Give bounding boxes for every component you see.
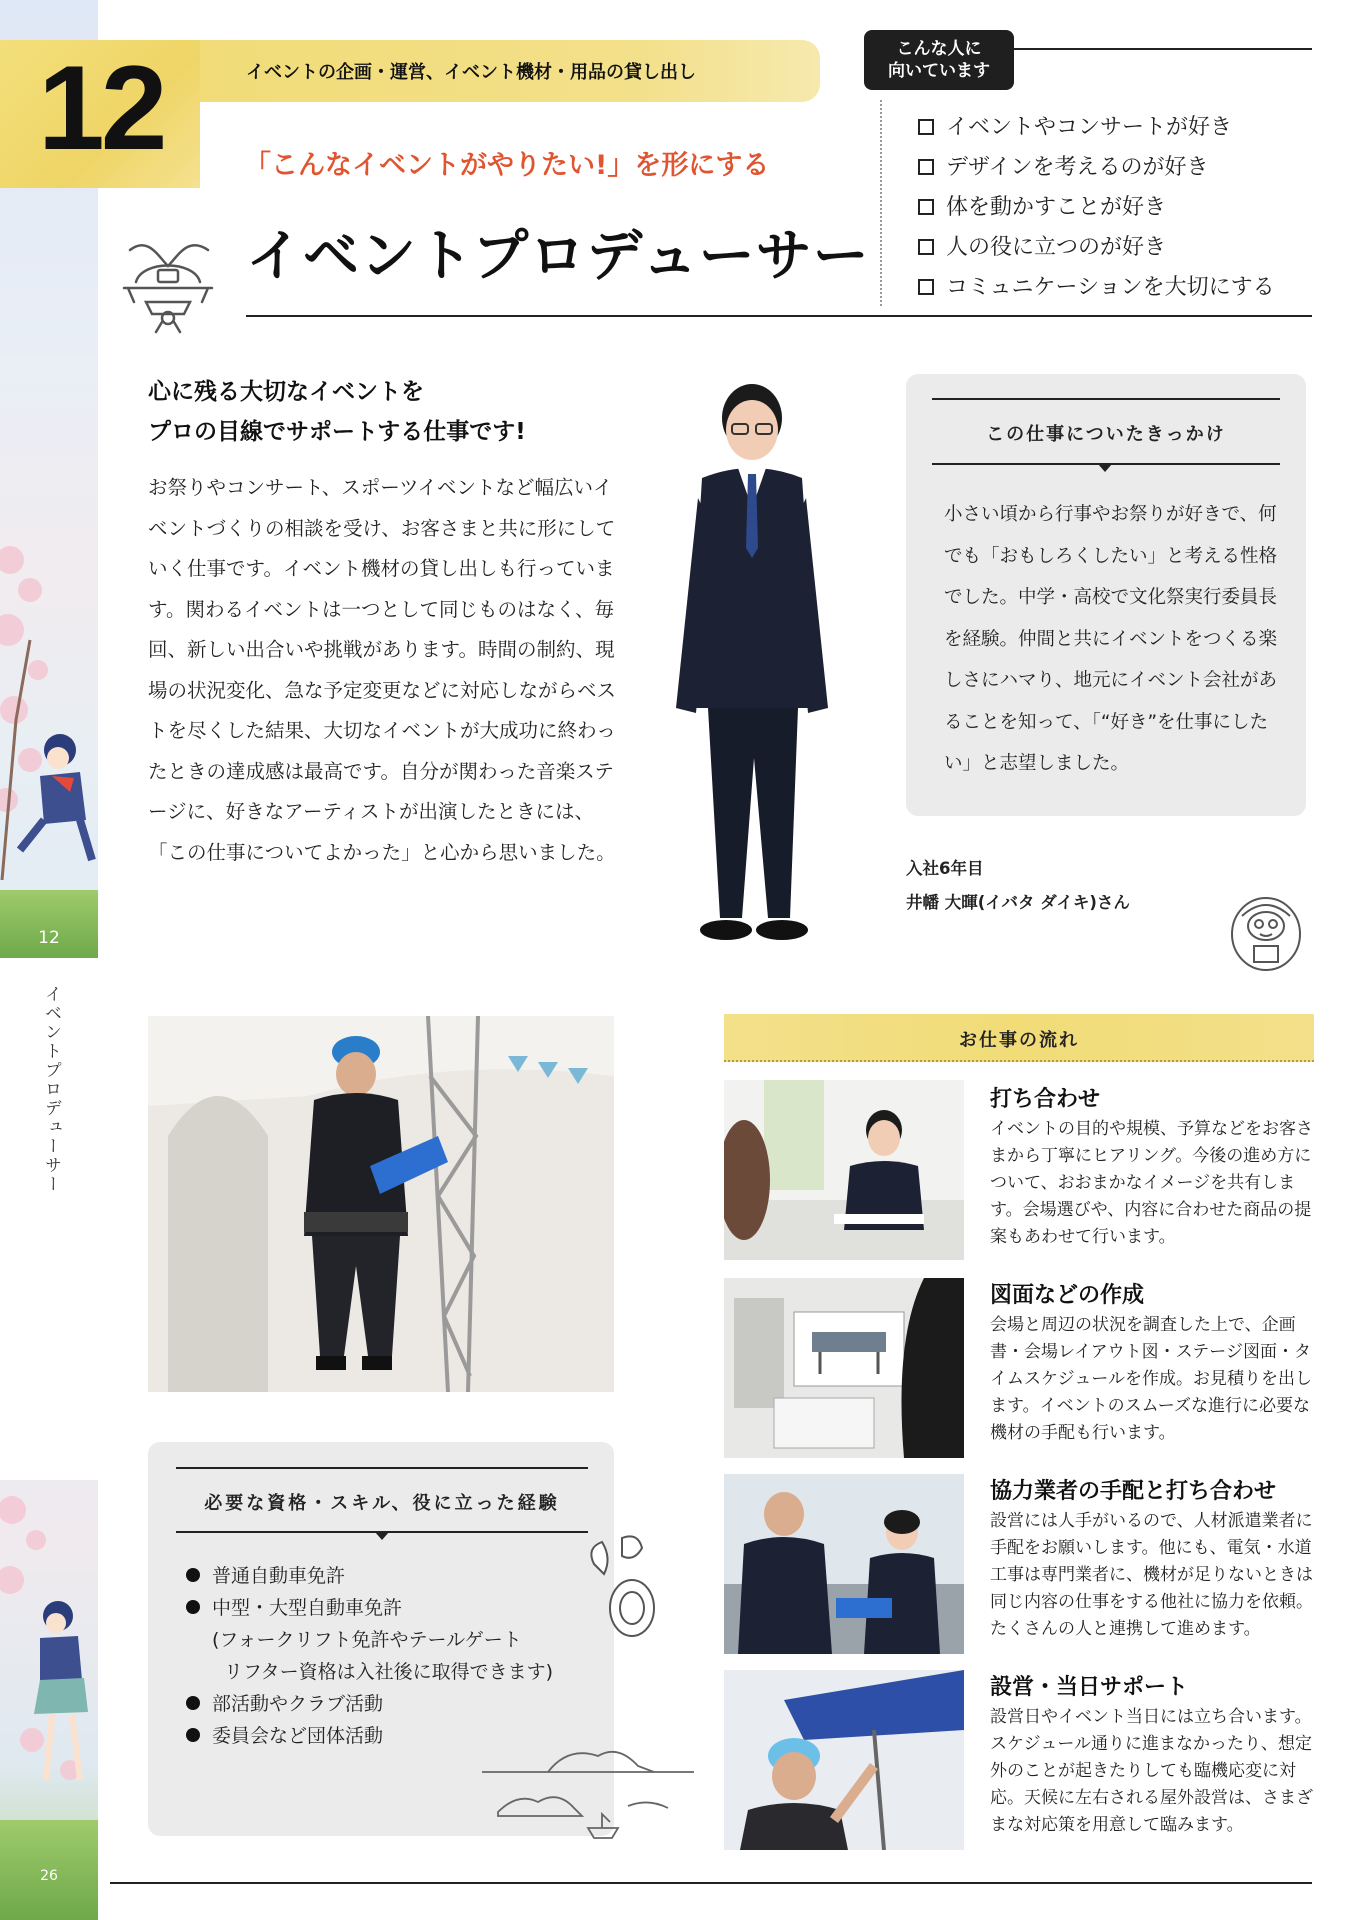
page-number: 26 (40, 1868, 58, 1884)
person-tenure: 入社6年目 (906, 859, 984, 878)
checklist-item: デザインを考えるのが好き (918, 148, 1275, 188)
skills-item: 普通自動車免許 (186, 1560, 553, 1592)
suits-checklist (918, 108, 1275, 308)
motivation-notch-icon (1098, 464, 1112, 472)
motivation-title: この仕事についたきっかけ (986, 424, 1226, 445)
vertical-job-label: イベントプロデューサー (41, 985, 61, 1194)
daruma-icon (1228, 890, 1304, 972)
suits-label-rule (1014, 48, 1312, 50)
checkbox-icon (918, 119, 934, 135)
onsite-work-photo (148, 1016, 614, 1392)
flow-photo-setup (724, 1670, 964, 1850)
flow-photo-drawing (724, 1278, 964, 1458)
skills-item: 中型・大型自動車免許 (186, 1592, 553, 1624)
motivation-body: 小さい頃から行事やお祭りが好きで、何でも「おもしろくしたい」と考える性格でした。中学・高校で文化祭実行委員長を経験。仲間と共にイベントをつくる楽しさにハマり、地元にイベント会社があることを知って、「“好き”を仕事にしたい」と志望しました。 (944, 504, 1278, 774)
intro-lead: 心に残る大切なイベントを プロの目線でサポートする仕事です! (148, 379, 526, 445)
flow-title: お仕事の流れ (959, 1030, 1079, 1051)
job-category: イベントの企画・運営、イベント機材・用品の貸し出し (246, 62, 696, 83)
flow-step-text: 会場と周辺の状況を調査した上で、企画書・会場レイアウト図・ステージ図面・タイムスケジュールを作成。お見積りを出します。イベントのスムーズな進行に必要な機材の手配も行います。 (990, 1315, 1312, 1443)
checklist-item: 人の役に立つのが好き (918, 228, 1275, 268)
flow-photo-meeting (724, 1080, 964, 1260)
checklist-item: コミュニケーションを大切にする (918, 268, 1275, 308)
flow-step-title: 協力業者の手配と打ち合わせ (990, 1479, 1277, 1504)
bullet-icon (186, 1696, 200, 1710)
checkbox-icon (918, 279, 934, 295)
skills-item: 部活動やクラブ活動 (186, 1688, 553, 1720)
flow-step-title: 図面などの作成 (990, 1283, 1145, 1308)
job-number: 12 (38, 41, 164, 175)
skills-item-note: (フォークリフト免許やテールゲート (212, 1629, 522, 1651)
producer-portrait-photo (668, 378, 838, 958)
bullet-icon (186, 1568, 200, 1582)
person-info (906, 852, 1130, 920)
checkbox-icon (918, 199, 934, 215)
checklist-item: 体を動かすことが好き (918, 188, 1275, 228)
flow-step-text: 設営日やイベント当日には立ち合います。スケジュール通りに進まなかったり、想定外のことが起きたりしても臨機応変に対応。天候に左右される屋外設営は、さまざまな対応策を用意して臨みます。 (990, 1707, 1313, 1835)
job-title: イベントプロデューサー (246, 224, 870, 289)
bullet-icon (186, 1728, 200, 1742)
flow-step-text: 設営には人手がいるので、人材派遣業者に手配をお願いします。他にも、電気・水道工事は専門業者に、機材が足りないときは同じ内容の仕事をする他社に協力を依頼。たくさんの人と連携して進めます。 (990, 1511, 1313, 1639)
bullet-icon (186, 1600, 200, 1614)
suits-label-line2: 向いています (888, 61, 990, 81)
checkbox-icon (918, 159, 934, 175)
checklist-item: イベントやコンサートが好き (918, 108, 1275, 148)
suits-label (864, 30, 1014, 90)
skills-item-note: リフター資格は入社後に取得できます) (224, 1661, 554, 1683)
motivation-rule-top (932, 398, 1280, 400)
cherry-blossom-illustration-lower (0, 1480, 98, 1800)
header-divider (246, 315, 1312, 317)
intro-body: お祭りやコンサート、スポーツイベントなど幅広いイベントづくりの相談を受け、お客さまと共に形にしていく仕事です。イベント機材の貸し出しも行っています。関わるイベントは一つとして同じものはなく、毎回、新しい出合いや挑戦があります。時間の制約、現場の状況変化、急な予定変更などに対応しながらベストを尽くした結果、大切なイベントが大成功に終わったときの達成感は最高です。自分が関わった音楽ステージに、好きなアーティストが出演したときには、「この仕事についてよかった」と心から思いました。 (148, 476, 617, 864)
island-sea-illustration (478, 1742, 698, 1852)
kabuto-helmet-icon (118, 222, 218, 334)
section-index-number: 12 (38, 928, 60, 948)
skills-rule-top (176, 1467, 588, 1469)
skills-notch-icon (375, 1532, 389, 1540)
oyster-icon (582, 1528, 662, 1648)
student-runner-illustration (0, 720, 98, 870)
skills-item: 委員会など団体活動 (186, 1720, 553, 1752)
skills-list (186, 1560, 553, 1752)
catchphrase: 「こんなイベントがやりたい!」を形にする (244, 150, 770, 181)
flow-photo-partners (724, 1474, 964, 1654)
checkbox-icon (918, 239, 934, 255)
person-name: 井幡 大暉(イバタ ダイキ)さん (906, 893, 1130, 912)
flow-step-title: 設営・当日サポート (990, 1675, 1189, 1700)
flow-step-title: 打ち合わせ (990, 1087, 1101, 1112)
flow-step-text: イベントの目的や規模、予算などをお客さまから丁寧にヒアリング。今後の進め方について、おおまかなイメージを共有します。会場選びや、内容に合わせた商品の提案もあわせて行います。 (990, 1119, 1313, 1247)
suits-label-line1: こんな人に (896, 39, 982, 59)
skills-title: 必要な資格・スキル、役に立った経験 (204, 1493, 560, 1514)
footer-divider (110, 1882, 1312, 1884)
suits-dotted-divider (880, 100, 882, 306)
